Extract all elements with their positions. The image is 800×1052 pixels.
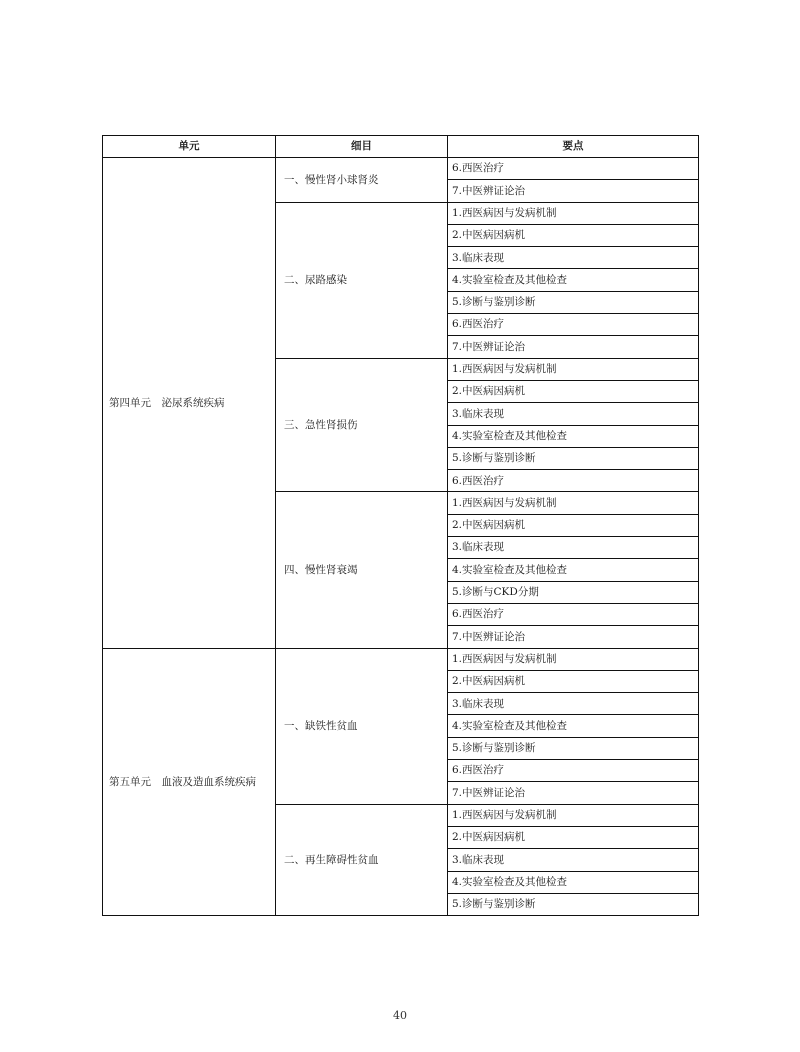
key-point-cell: 4.实验室检查及其他检查 (448, 559, 699, 581)
table-row (103, 648, 699, 670)
key-point-cell: 4.实验室检查及其他检查 (448, 425, 699, 447)
key-point-cell: 3.临床表现 (448, 403, 699, 425)
key-point-cell: 5.诊断与CKD分期 (448, 581, 699, 603)
key-point-cell: 6.西医治疗 (448, 314, 699, 336)
key-point-cell: 3.临床表现 (448, 537, 699, 559)
item-cell: 一、缺铁性贫血 (276, 648, 448, 804)
key-point-cell: 3.临床表现 (448, 693, 699, 715)
key-point-cell: 6.西医治疗 (448, 470, 699, 492)
key-point-cell: 4.实验室检查及其他检查 (448, 715, 699, 737)
key-point-cell: 6.西医治疗 (448, 760, 699, 782)
table-header-row (103, 136, 699, 158)
table-body (103, 158, 699, 916)
key-point-cell: 7.中医辨证论治 (448, 782, 699, 804)
key-point-cell: 1.西医病因与发病机制 (448, 492, 699, 514)
key-point-cell: 6.西医治疗 (448, 158, 699, 180)
key-point-cell: 2.中医病因病机 (448, 670, 699, 692)
unit-cell: 第五单元 血液及造血系统疾病 (103, 648, 276, 916)
item-cell: 二、再生障碍性贫血 (276, 804, 448, 915)
key-point-cell: 1.西医病因与发病机制 (448, 358, 699, 380)
key-point-cell: 5.诊断与鉴别诊断 (448, 291, 699, 313)
key-point-cell: 1.西医病因与发病机制 (448, 202, 699, 224)
item-cell: 二、尿路感染 (276, 202, 448, 358)
table-row (103, 158, 699, 180)
key-point-cell: 1.西医病因与发病机制 (448, 804, 699, 826)
key-point-cell: 5.诊断与鉴别诊断 (448, 737, 699, 759)
page-number: 40 (393, 1009, 407, 1022)
header-unit: 单元 (103, 136, 276, 158)
key-point-cell: 2.中医病因病机 (448, 514, 699, 536)
key-point-cell: 5.诊断与鉴别诊断 (448, 447, 699, 469)
key-point-cell: 1.西医病因与发病机制 (448, 648, 699, 670)
header-key-points: 要点 (448, 136, 699, 158)
key-point-cell: 3.临床表现 (448, 247, 699, 269)
key-point-cell: 2.中医病因病机 (448, 224, 699, 246)
key-point-cell: 2.中医病因病机 (448, 826, 699, 848)
key-point-cell: 5.诊断与鉴别诊断 (448, 893, 699, 915)
key-point-cell: 6.西医治疗 (448, 603, 699, 625)
syllabus-table (102, 135, 699, 916)
key-point-cell: 7.中医辨证论治 (448, 180, 699, 202)
key-point-cell: 4.实验室检查及其他检查 (448, 871, 699, 893)
item-cell: 三、急性肾损伤 (276, 358, 448, 492)
key-point-cell: 3.临床表现 (448, 849, 699, 871)
key-point-cell: 4.实验室检查及其他检查 (448, 269, 699, 291)
key-point-cell: 7.中医辨证论治 (448, 626, 699, 648)
item-cell: 一、慢性肾小球肾炎 (276, 158, 448, 203)
item-cell: 四、慢性肾衰竭 (276, 492, 448, 648)
key-point-cell: 7.中医辨证论治 (448, 336, 699, 358)
key-point-cell: 2.中医病因病机 (448, 380, 699, 402)
unit-cell: 第四单元 泌尿系统疾病 (103, 158, 276, 649)
header-item: 细目 (276, 136, 448, 158)
